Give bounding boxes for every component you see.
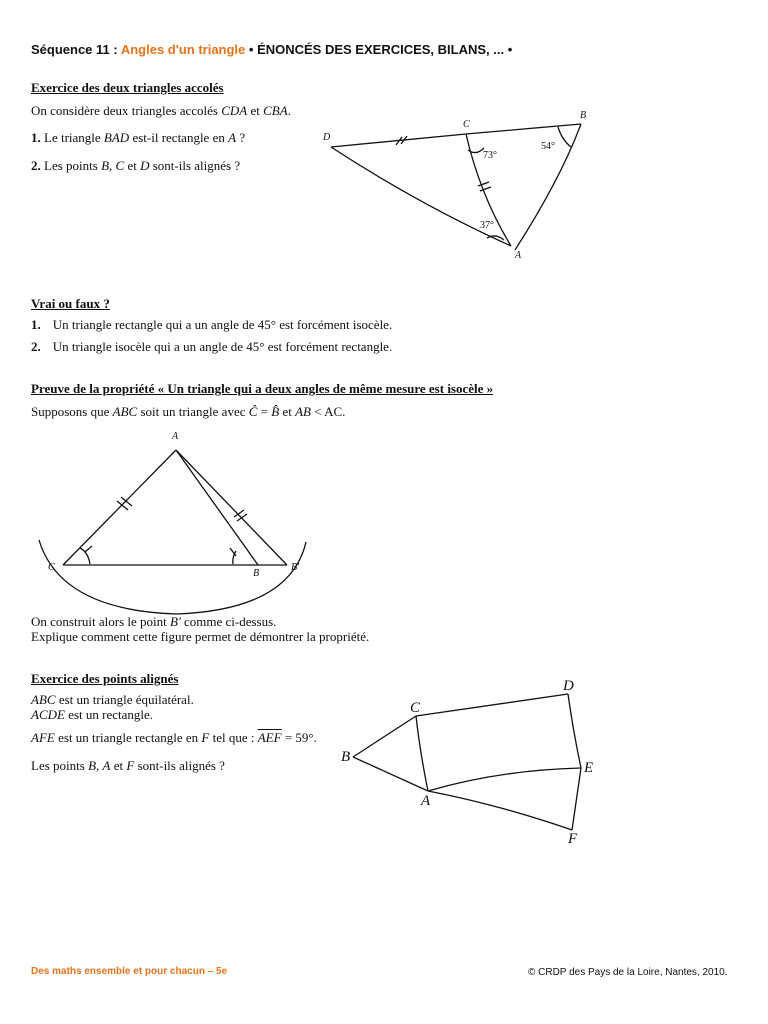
label-b: B bbox=[341, 749, 351, 765]
ex3-line-4: Les points B, A et F sont-ils alignés ? bbox=[31, 758, 225, 773]
label-a: A bbox=[421, 793, 431, 809]
vf-item-1: 1. Un triangle rectangle qui a un angle de 45° est forcément isocèle. bbox=[31, 317, 393, 332]
label-d: D bbox=[323, 132, 331, 143]
ex1-title: Exercice des deux triangles accolés bbox=[31, 80, 224, 95]
segment-ba bbox=[353, 757, 428, 791]
header-prefix: Séquence 11 : bbox=[31, 42, 121, 57]
segment-af bbox=[428, 791, 572, 830]
label-a: A bbox=[515, 250, 522, 261]
figure-proof-labels bbox=[48, 431, 300, 579]
segment-cd bbox=[416, 694, 568, 716]
ex3-line-1: ABC est un triangle équilatéral. bbox=[31, 692, 194, 707]
proof-suppose: Supposons que ABC soit un triangle avec Ĉ = B̂ et AB < AC. bbox=[31, 404, 346, 419]
ex3-line-2: ACDE est un rectangle. bbox=[31, 707, 154, 722]
label-c: C bbox=[48, 562, 55, 573]
segment-ef bbox=[572, 768, 581, 830]
label-d: D bbox=[563, 678, 574, 694]
vf-title: Vrai ou faux ? bbox=[31, 296, 110, 311]
figure-aligned-points bbox=[353, 694, 581, 830]
arc-angle-b bbox=[558, 127, 571, 147]
ex1-question-2: 2. Les points B, C et D sont-ils alignés ? bbox=[31, 158, 241, 173]
proof-line-2: Explique comment cette figure permet de démontrer la propriété. bbox=[31, 629, 370, 644]
label-b: B bbox=[253, 568, 260, 579]
segment-ab bbox=[176, 450, 258, 565]
tick-angle-c bbox=[85, 546, 92, 552]
header-title: ÉNONCÉS DES EXERCICES, BILANS, ... bbox=[257, 42, 505, 57]
segment-abp bbox=[176, 450, 287, 565]
figure-two-triangles-angles bbox=[480, 141, 555, 231]
header-topic: Angles d'un triangle bbox=[120, 42, 246, 57]
segment-de bbox=[568, 694, 581, 768]
angle-label-c: 73° bbox=[483, 150, 497, 161]
angle-label-a: 37° bbox=[480, 220, 494, 231]
segment-cb bbox=[466, 124, 581, 134]
segment-ac bbox=[63, 450, 176, 565]
label-f: F bbox=[568, 831, 578, 847]
footer-left: Des maths ensemble et pour chacun – 5e bbox=[31, 966, 228, 977]
label-bp: B' bbox=[291, 562, 300, 573]
figure-proof bbox=[39, 450, 306, 614]
label-e: E bbox=[584, 760, 594, 776]
segment-ca bbox=[416, 716, 428, 791]
circle-arc bbox=[39, 540, 306, 614]
figure-two-triangles-labels bbox=[322, 110, 586, 261]
proof-title: Preuve de la propriété « Un triangle qui a deux angles de même mesure est isocèle » bbox=[31, 381, 494, 396]
label-c: C bbox=[410, 700, 421, 716]
figure-aligned-labels bbox=[341, 678, 593, 847]
footer-right: © CRDP des Pays de la Loire, Nantes, 2010. bbox=[528, 967, 728, 978]
tick-ca bbox=[478, 182, 491, 191]
ex1-intro: On considère deux triangles accolés CDA et CBA. bbox=[31, 103, 291, 118]
segment-bc bbox=[353, 716, 416, 757]
segment-da bbox=[331, 147, 511, 246]
header-sep: • bbox=[245, 42, 258, 57]
label-b: B bbox=[580, 110, 587, 121]
segment-ae bbox=[428, 768, 581, 791]
arc-angle-c bbox=[80, 548, 90, 564]
header-suffix: • bbox=[504, 42, 513, 57]
label-c: C bbox=[463, 119, 470, 130]
segment-dc bbox=[331, 134, 466, 147]
angle-aef: $\overline{AEF}$ bbox=[257, 730, 282, 745]
ex3-line-3: AFE est un triangle rectangle en F tel que : $\overline{AEF} = 59^\circ$. bbox=[31, 730, 317, 745]
vf-item-2: 2. Un triangle isocèle qui a un angle de 45° est forcément rectangle. bbox=[31, 339, 393, 354]
ex1-question-1: 1. Le triangle BAD est-il rectangle en A ? bbox=[31, 130, 246, 145]
ex3-title: Exercice des points alignés bbox=[31, 671, 179, 686]
proof-line-1: On construit alors le point B' comme ci-dessus. bbox=[31, 614, 277, 629]
label-a: A bbox=[172, 431, 179, 442]
angle-label-b: 54° bbox=[541, 141, 555, 152]
